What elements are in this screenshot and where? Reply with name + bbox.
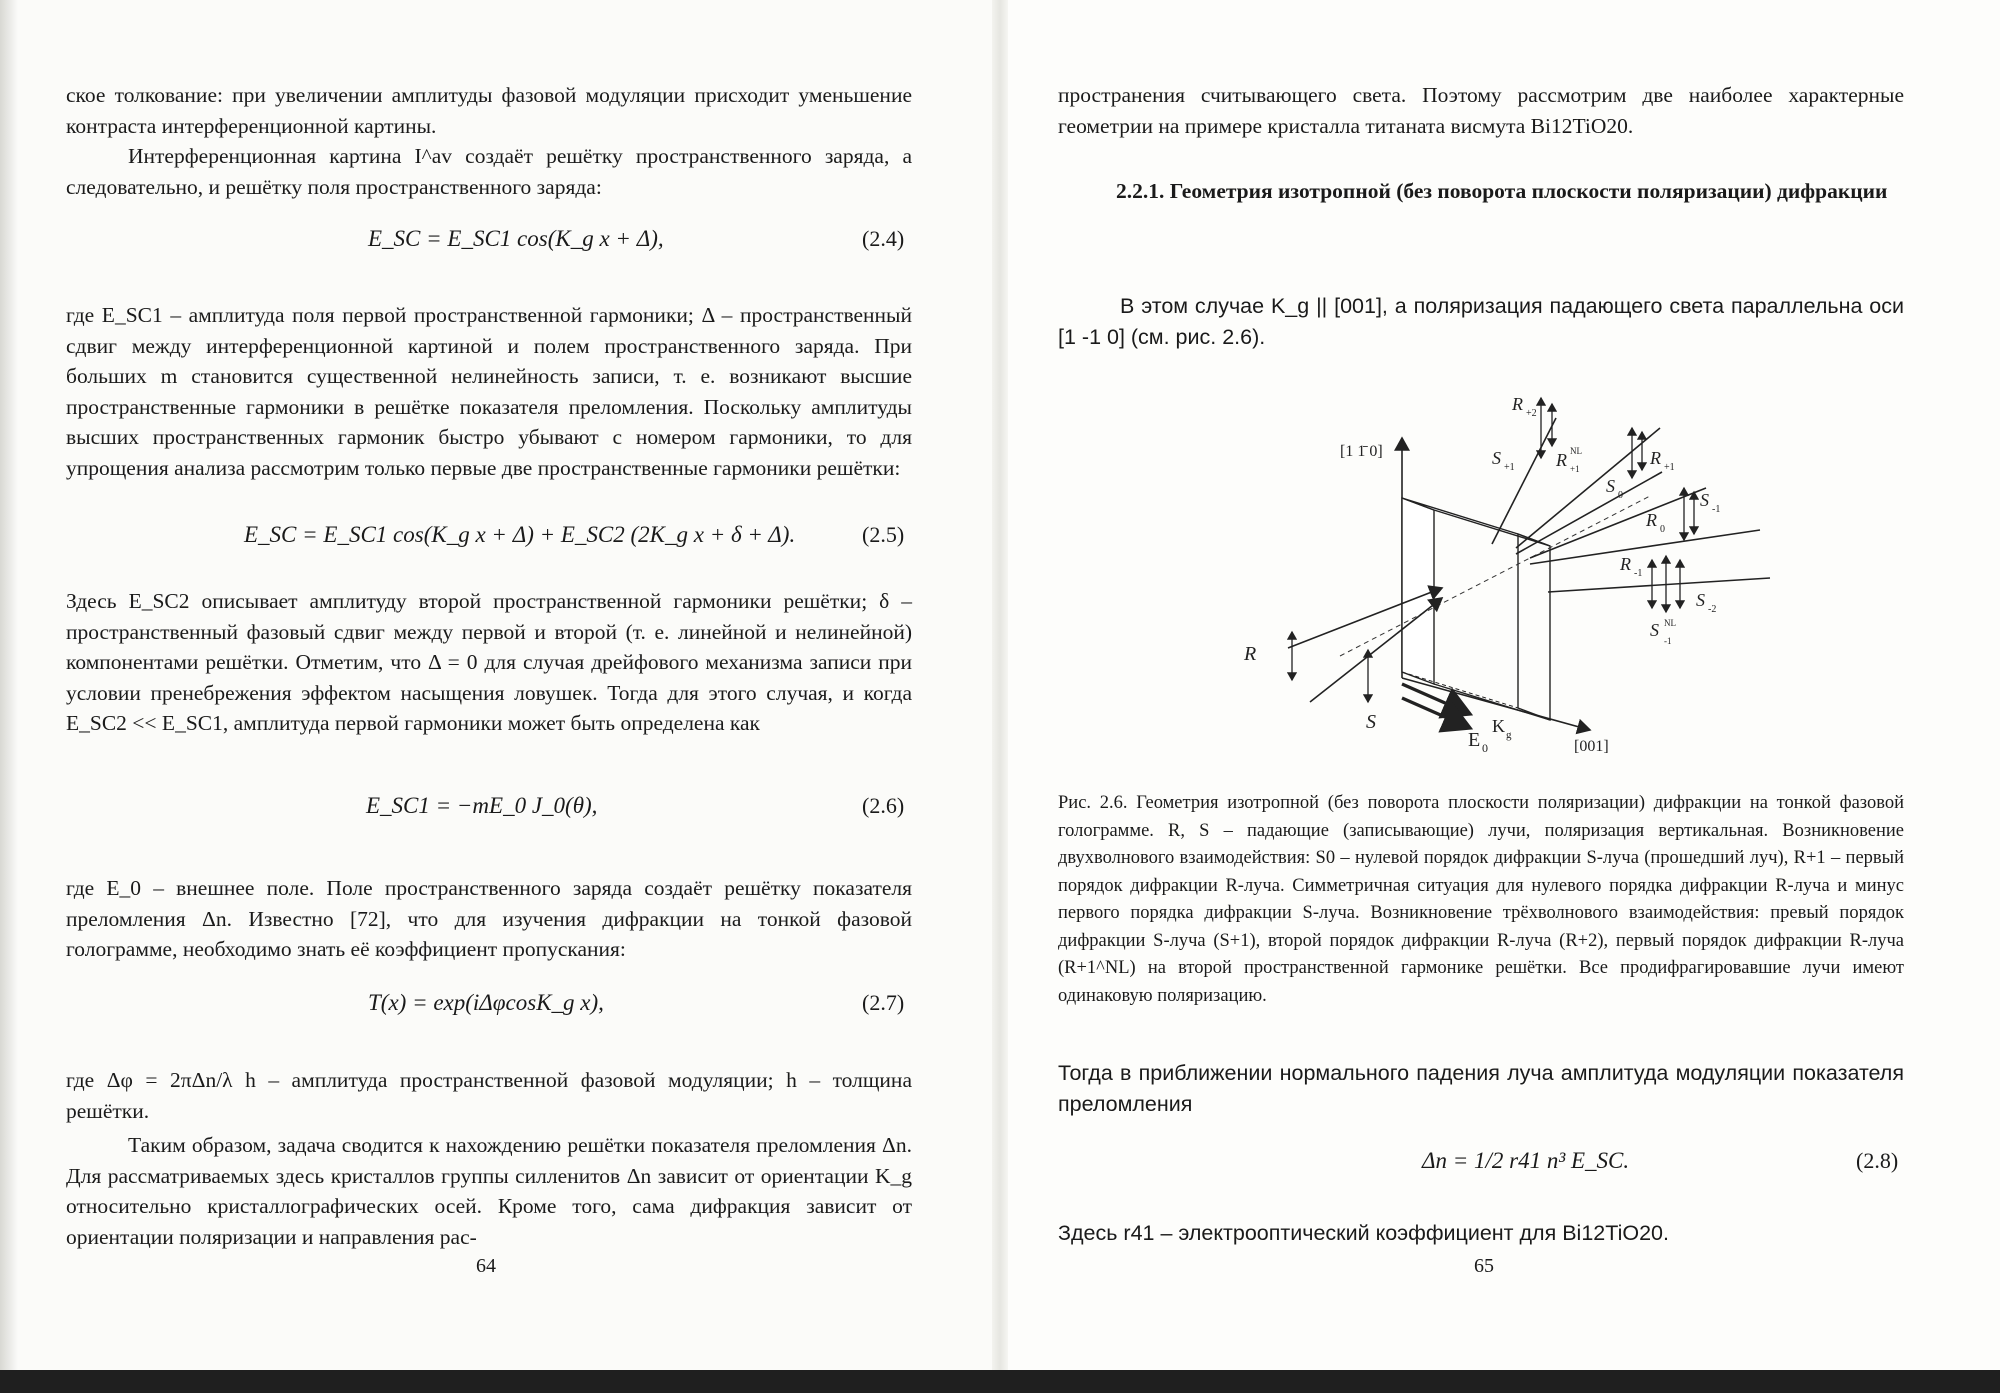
scan-bottom-border: [0, 1370, 2000, 1393]
label-S0-sub: 0: [1618, 490, 1623, 501]
right-para-3-text: Тогда в приближении нормального падения луча амплитуда модуляции показателя преломления: [1058, 1061, 1904, 1116]
label-R0: R: [1646, 510, 1657, 530]
label-R-plus1-sub: +1: [1664, 462, 1675, 473]
Kg-arrow: [1402, 698, 1470, 728]
right-para-4-text: Здесь r41 – электрооптический коэффициент для Bi12TiO20.: [1058, 1221, 1669, 1245]
label-S-NL-minus1-sub: -1: [1664, 636, 1672, 646]
left-para-3-text: где E_SC1 – амплитуда поля первой пространственной гармоники; Δ – пространственный сдвиг между интерференционной картиной и полем пространственного заряда. При больших m становится существенной нелинейность записи, т. е. возникают высшие пространственные гармоники в решётке показателя преломления. Поскольку амплитуды высших пространственных гармоник быстро убывают с номером гармоники, то для упрощения анализа рассмотрим только первые две пространственные гармоники решётки:: [66, 303, 912, 480]
label-R-plus1: R: [1650, 448, 1661, 468]
label-S-NL-minus1-sup: NL: [1664, 618, 1676, 628]
label-S-minus2: S: [1696, 590, 1705, 610]
label-R: R: [1244, 643, 1257, 665]
label-S-minus1-sub: -1: [1712, 504, 1721, 515]
label-S-plus1: S: [1492, 448, 1501, 468]
page-edge-shadow: [0, 0, 18, 1393]
equation-2-5-number: (2.5): [862, 522, 905, 547]
label-Kg-sub: g: [1506, 729, 1512, 741]
left-para-3: [66, 300, 912, 483]
beam-S-plus1: [1492, 418, 1556, 544]
section-heading: 2.2.1. Геометрия изотропной (без поворота плоскости поляризации) дифракции: [1116, 179, 1888, 203]
left-para-2-text: Интерференционная картина I^av создаёт решётку пространственного заряда, а следовательно, и решётку поля пространственного заряда:: [66, 144, 912, 199]
left-para-2: [66, 141, 912, 202]
label-axis-horizontal: [001]: [1574, 738, 1609, 755]
figure-caption: Рис. 2.6. Геометрия изотропной (без поворота плоскости поляризации) дифракции на тонкой фазовой голограмме. R, S – падающие (записывающие) лучи, поляризация вертикальная. Возникновение двухволнового взаимодействия: S0 – нулевой порядок дифракции S-луча (прошедший луч), R+1 – первый порядок дифракции R-луча. Симметричная ситуация для нулевого порядка дифракции R-луча и минус первого порядка дифракции S-луча. Возникновение трёхволнового взаимодействия: превый порядок дифракции S-луча (S+1), второй порядок дифракции R-луча (R+2), первый порядок дифракции R-луча (R+1^NL) на второй пространственной гармонике решётки. Все продифрагировавшие лучи имеют одинаковую поляризацию.: [1058, 793, 1904, 1006]
right-page-number: 65: [1474, 1255, 1494, 1277]
label-axis-vertical: [1 1̄ 0]: [1340, 443, 1383, 460]
crystal-bottom-edge: [1434, 684, 1550, 720]
label-R-NL-plus1-sup: NL: [1570, 446, 1582, 456]
label-R-NL-plus1-sub: +1: [1570, 464, 1580, 474]
beam-S-minus2: [1548, 578, 1770, 592]
normal-dashed-line: [1340, 496, 1650, 656]
E0-arrow: [1402, 684, 1470, 714]
label-R-plus2: R: [1512, 394, 1523, 414]
label-S: S: [1366, 711, 1376, 733]
right-para-2: [1058, 291, 1904, 352]
beam-S-minus1: [1530, 530, 1760, 564]
equation-2-4-number: (2.4): [862, 226, 905, 251]
beam-S0: [1516, 428, 1660, 548]
equation-2-6-number: (2.6): [862, 793, 905, 818]
left-para-1: [66, 80, 912, 141]
equation-2-7: T(x) = exp(iΔφcosK_g x),: [368, 990, 604, 1015]
right-para-2-text: В этом случае K_g || [001], а поляризация падающего света параллельна оси [1 -1 0] (см. рис. 2.6).: [1058, 294, 1904, 349]
label-R-plus2-sub: +2: [1526, 408, 1537, 419]
equation-2-6: E_SC1 = −mE_0 J_0(θ),: [366, 793, 598, 818]
figure-2-6-diagram: [1230, 388, 1890, 760]
left-para-6-text: где Δφ = 2πΔn/λ h – амплитуда пространственной фазовой модуляции; h – толщина решётки.: [66, 1068, 912, 1123]
book-gutter: [992, 0, 1008, 1393]
equation-2-5: E_SC = E_SC1 cos(K_g x + Δ) + E_SC2 (2K_g x + δ + Δ).: [244, 522, 796, 547]
equation-2-7-number: (2.7): [862, 990, 905, 1015]
label-S0: S: [1606, 476, 1615, 496]
left-para-5: [66, 873, 912, 965]
left-para-7-text: Таким образом, задача сводится к нахождению решётки показателя преломления Δn. Для рассматриваемых здесь кристаллов группы силленитов Δn зависит от ориентации K_g относительно кристаллографических осей. Кроме того, сама дифракция зависит от ориентации поляризации и направления рас-: [66, 1133, 912, 1249]
left-para-7: [66, 1130, 912, 1252]
equation-2-8: Δn = 1/2 r41 n³ E_SC.: [1422, 1148, 1630, 1173]
label-S-minus2-sub: -2: [1708, 604, 1717, 615]
left-para-4-text: Здесь E_SC2 описывает амплитуду второй пространственной гармоники решётки; δ – пространственный фазовый сдвиг между первой и второй (т. е. линейной и нелинейной) компонентами решётки. Отметим, что Δ = 0 для случая дрейфового механизма записи при условии пренебрежения эффектом насыщения ловушек. Тогда для этого случая, и когда E_SC2 << E_SC1, амплитуда первой гармоники может быть определена как: [66, 589, 912, 735]
label-E0: E: [1468, 729, 1481, 751]
label-R-minus1: R: [1620, 554, 1631, 574]
left-para-1-text: ское толкование: при увеличении амплитуды фазовой модуляции присходит уменьшение контраста интерференционной картины.: [66, 83, 912, 138]
label-S-NL-minus1: S: [1650, 620, 1659, 640]
label-Kg: K: [1492, 716, 1505, 736]
label-S-minus1: S: [1700, 490, 1709, 510]
right-para-1-text: пространения считывающего света. Поэтому рассмотрим две наиболее характерные геометрии на примере кристалла титаната висмута Bi12TiO20.: [1058, 83, 1904, 138]
left-page-number: 64: [476, 1255, 496, 1277]
right-para-4: [1058, 1218, 1904, 1249]
equation-2-4: E_SC = E_SC1 cos(K_g x + Δ),: [368, 226, 664, 251]
right-para-1: [1058, 80, 1904, 141]
label-R-minus1-sub: -1: [1634, 568, 1643, 579]
left-para-4: [66, 586, 912, 739]
equation-2-8-number: (2.8): [1856, 1148, 1899, 1173]
label-E0-sub: 0: [1482, 741, 1488, 755]
right-para-3: [1058, 1058, 1904, 1119]
left-para-5-text: где E_0 – внешнее поле. Поле пространственного заряда создаёт решётку показателя преломления Δn. Известно [72], что для изучения дифракции на тонкой фазовой голограмме, необходимо знать её коэффициент пропускания:: [66, 876, 912, 961]
label-R-NL-plus1: R: [1556, 450, 1567, 470]
label-R0-sub: 0: [1660, 524, 1665, 535]
label-S-plus1-sub: +1: [1504, 462, 1515, 473]
beam-R-plus1: [1516, 472, 1662, 554]
crystal-left-face: [1402, 498, 1434, 684]
left-para-6: [66, 1065, 912, 1126]
